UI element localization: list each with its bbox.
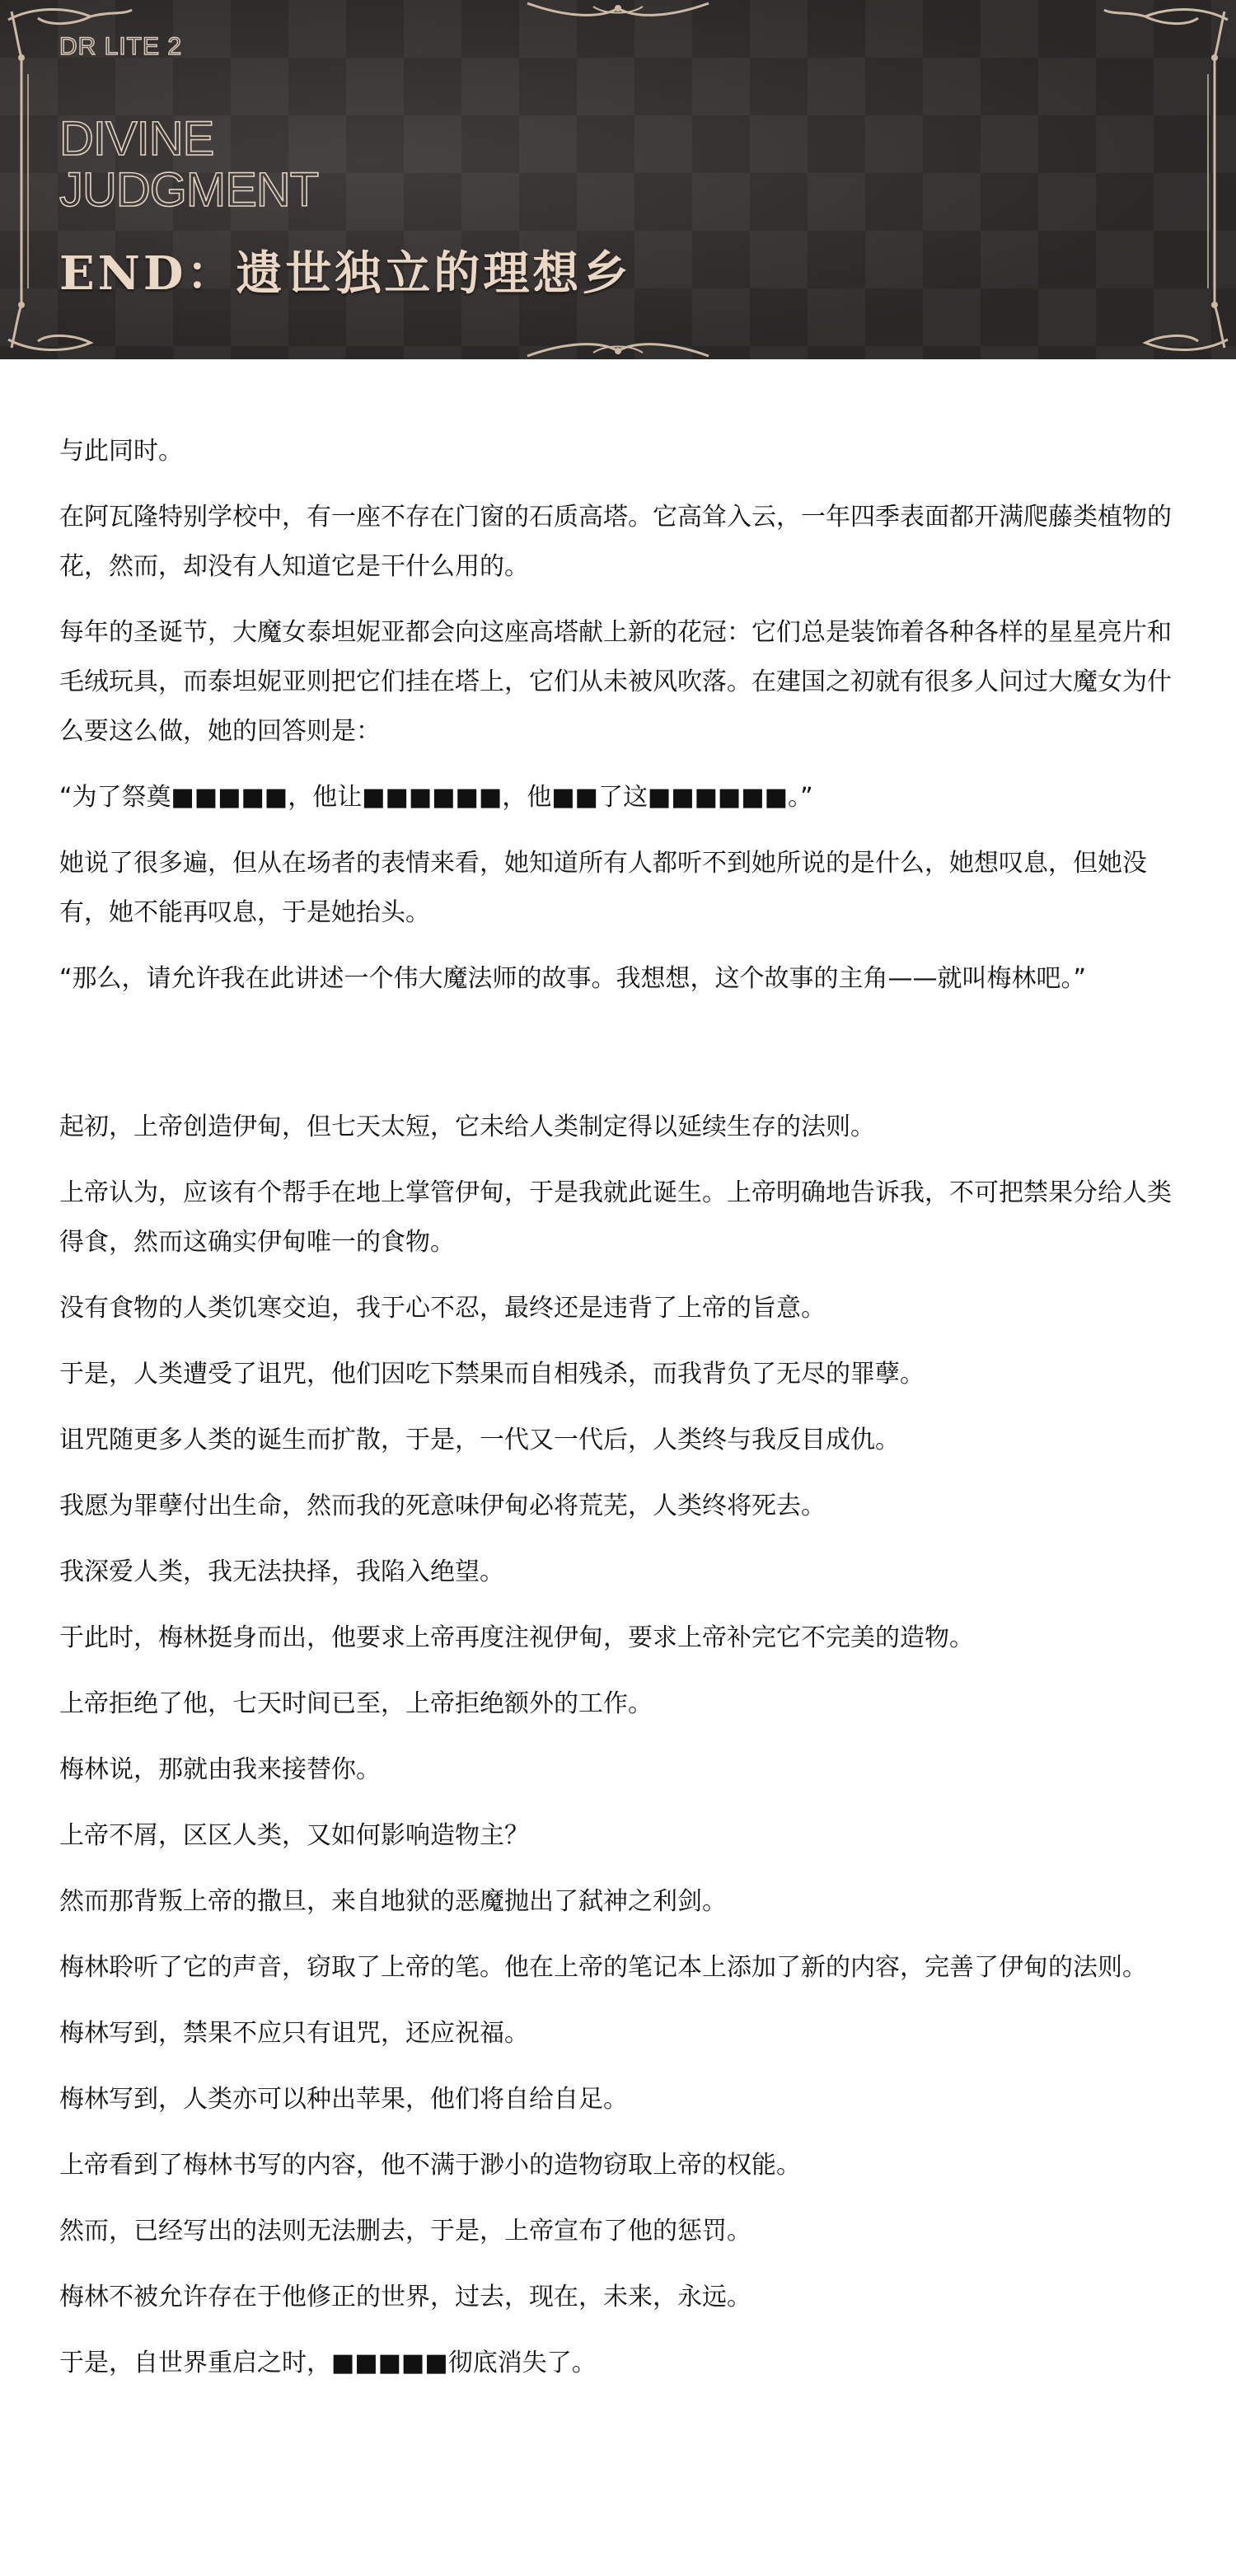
paragraph: 梅林写到，人类亦可以种出苹果，他们将自给自足。	[59, 2085, 628, 2114]
story-body	[0, 359, 1236, 2388]
paragraph: 她说了很多遍，但从在场者的表情来看，她知道所有人都听不到她所说的是什么，她想叹息，但她没有，她不能再叹息，于是她抬头。	[59, 849, 1147, 927]
paragraph: 上帝拒绝了他，七天时间已至，上帝拒绝额外的工作。	[59, 1689, 653, 1718]
paragraph: 诅咒随更多人类的诞生而扩散，于是，一代又一代后，人类终与我反目成仇。	[59, 1426, 900, 1454]
header-banner	[0, 0, 1236, 359]
paragraph: 起初，上帝创造伊甸，但七天太短，它未给人类制定得以延续生存的法则。	[59, 1112, 875, 1141]
paragraph: 于是，人类遭受了诅咒，他们因吃下禁果而自相残杀，而我背负了无尽的罪孽。	[59, 1360, 925, 1389]
paragraph: 梅林写到，禁果不应只有诅咒，还应祝福。	[59, 2019, 529, 2048]
section-break	[59, 1020, 1177, 1103]
paragraph: 梅林说，那就由我来接替你。	[59, 1755, 381, 1784]
quote-paragraph: “为了祭奠■■■■■，他让■■■■■■，他■■了这■■■■■■。”	[59, 783, 813, 812]
chapter-title: END：遗世独立的理想乡	[59, 246, 632, 301]
title-english	[59, 114, 318, 216]
paragraph: 梅林聆听了它的声音，窃取了上帝的笔。他在上帝的笔记本上添加了新的内容，完善了伊甸的法则。	[59, 1953, 1147, 1982]
paragraph: 没有食物的人类饥寒交迫，我于心不忍，最终还是违背了上帝的旨意。	[59, 1294, 826, 1323]
paragraph: 我深爱人类，我无法抉择，我陷入绝望。	[59, 1557, 504, 1586]
title-english-line1: DIVINE	[59, 112, 214, 166]
paragraph: 与此同时。	[59, 437, 183, 466]
paragraph: 于此时，梅林挺身而出，他要求上帝再度注视伊甸，要求上帝补完它不完美的造物。	[59, 1623, 974, 1652]
quote-paragraph: “那么，请允许我在此讲述一个伟大魔法师的故事。我想想，这个故事的主角——就叫梅林吧。”	[59, 964, 1087, 993]
paragraph: 上帝看到了梅林书写的内容，他不满于渺小的造物窃取上帝的权能。	[59, 2151, 801, 2180]
paragraph: 然而那背叛上帝的撒旦，来自地狱的恶魔抛出了弑神之利剑。	[59, 1887, 727, 1916]
paragraph: 然而，已经写出的法则无法删去，于是，上帝宣布了他的惩罚。	[59, 2217, 751, 2246]
paragraph: 在阿瓦隆特别学校中，有一座不存在门窗的石质高塔。它高耸入云，一年四季表面都开满爬藤类植物的花，然而，却没有人知道它是干什么用的。	[59, 503, 1172, 581]
game-logo: DR LITE 2	[59, 33, 183, 60]
title-english-line2: JUDGMENT	[59, 163, 319, 217]
paragraph: 梅林不被允许存在于他修正的世界，过去，现在，未来，永远。	[59, 2283, 751, 2311]
paragraph: 上帝不屑，区区人类，又如何影响造物主？	[59, 1821, 529, 1850]
paragraph: 上帝认为，应该有个帮手在地上掌管伊甸，于是我就此诞生。上帝明确地告诉我，不可把禁果分给人类得食，然而这确实伊甸唯一的食物。	[59, 1178, 1172, 1257]
paragraph: 于是，自世界重启之时，■■■■■彻底消失了。	[59, 2349, 597, 2377]
paragraph: 每年的圣诞节，大魔女泰坦妮亚都会向这座高塔献上新的花冠：它们总是装饰着各种各样的星星亮片和毛绒玩具，而泰坦妮亚则把它们挂在塔上，它们从未被风吹落。在建国之初就有很多人问过大魔女为什么要这么做，她的回答则是：	[59, 618, 1172, 746]
paragraph: 我愿为罪孽付出生命，然而我的死意味伊甸必将荒芜，人类终将死去。	[59, 1492, 826, 1520]
